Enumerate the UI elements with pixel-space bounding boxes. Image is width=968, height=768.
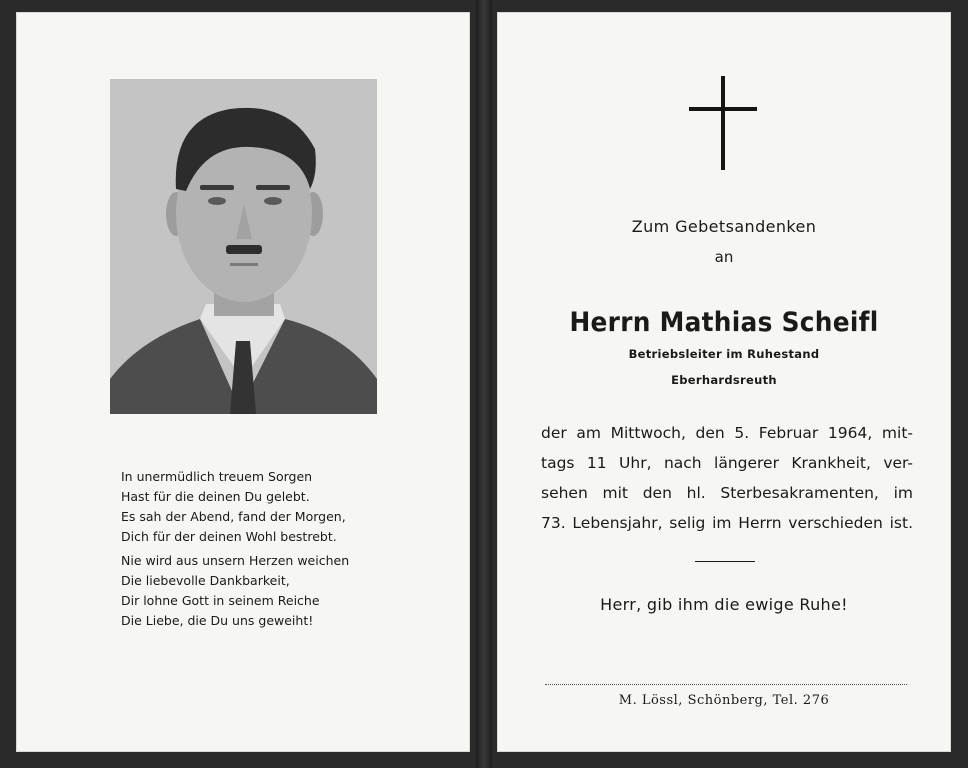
- poem-line: Dir lohne Gott in seinem Reiche: [121, 593, 320, 608]
- prayer-text: Herr, gib ihm die ewige Ruhe!: [600, 595, 848, 614]
- announcement-line: tags 11 Uhr, nach längerer Krankheit, ver-: [541, 454, 913, 472]
- announcement-line: der am Mittwoch, den 5. Februar 1964, mit-: [541, 424, 913, 442]
- poem-line: Nie wird aus unsern Herzen weichen: [121, 553, 350, 568]
- poem-line: Hast für die deinen Du gelebt.: [121, 489, 310, 504]
- deceased-hometown: Eberhardsreuth: [671, 373, 777, 387]
- left-card-panel: [16, 12, 470, 752]
- divider: [695, 561, 755, 562]
- announcement-line: 73. Lebensjahr, selig im Herrn verschieden ist.: [541, 514, 913, 532]
- deceased-occupation: Betriebsleiter im Ruhestand: [628, 347, 820, 361]
- announcement-line: sehen mit den hl. Sterbesakramenten, im: [541, 484, 913, 502]
- poem-line: Dich für der deinen Wohl bestrebt.: [121, 529, 337, 544]
- poem-line: Die liebevolle Dankbarkeit,: [121, 573, 290, 588]
- poem-stanza-2: [121, 551, 441, 631]
- right-card-panel: [497, 12, 951, 752]
- poem-stanza-1: [121, 467, 441, 547]
- card-fold: [476, 0, 492, 768]
- footer-divider: [545, 684, 907, 685]
- printer-credit: M. Lössl, Schönberg, Tel. 276: [618, 693, 830, 708]
- poem-line: Es sah der Abend, fand der Morgen,: [121, 509, 346, 524]
- portrait-illustration: [110, 79, 377, 414]
- portrait-photo: [110, 79, 377, 414]
- deceased-name: Herrn Mathias Scheifl: [569, 307, 879, 338]
- heading-preposition: an: [714, 248, 734, 266]
- cross-icon: [689, 76, 757, 170]
- remembrance-heading: Zum Gebetsandenken: [631, 217, 817, 236]
- poem-line: Die Liebe, die Du uns geweiht!: [121, 613, 314, 628]
- death-announcement: [541, 418, 913, 538]
- memorial-poem: [121, 467, 441, 635]
- poem-line: In unermüdlich treuem Sorgen: [121, 469, 313, 484]
